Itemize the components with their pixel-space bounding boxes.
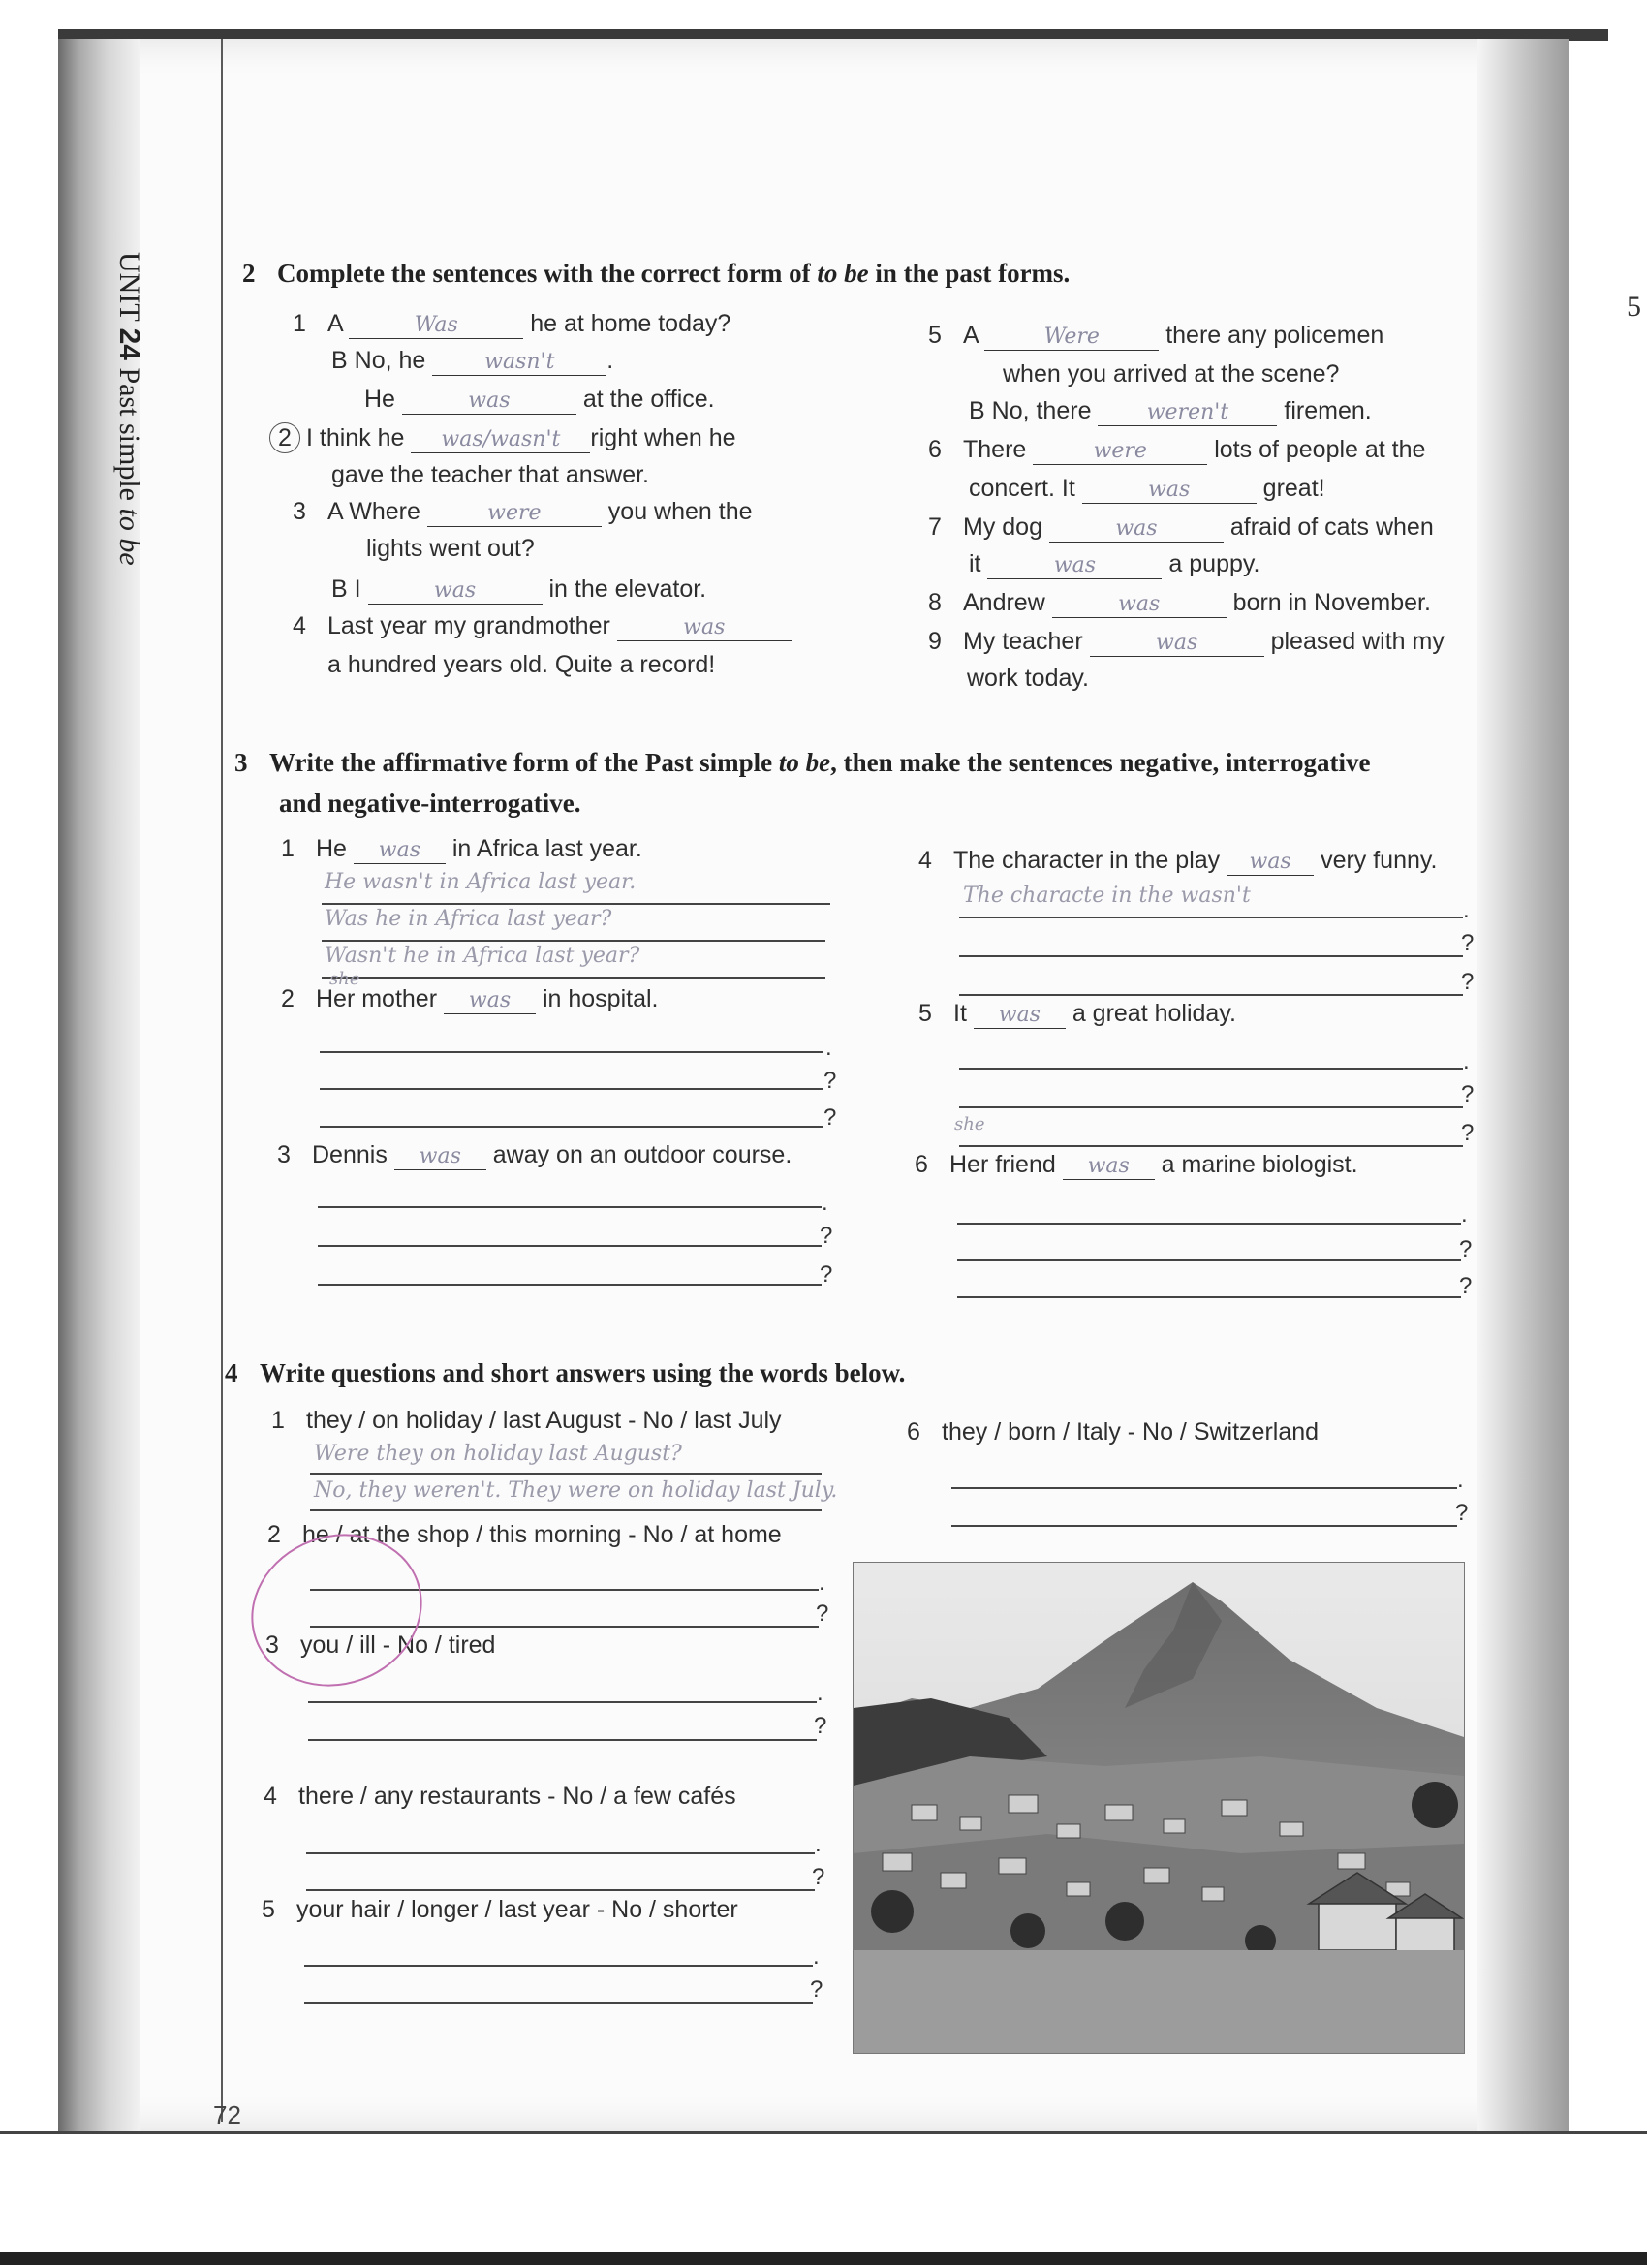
punct: . bbox=[1463, 897, 1470, 923]
answer-line[interactable] bbox=[304, 1965, 813, 1967]
exercise-3-title-end: , then make the sentences negative, interrogative bbox=[830, 748, 1371, 777]
ex2-item-1c bbox=[364, 384, 715, 415]
answer-line[interactable] bbox=[318, 1206, 822, 1208]
item-number: 6 bbox=[915, 1151, 928, 1178]
ex2-item-9-cont: work today. bbox=[967, 665, 1089, 692]
punct: . bbox=[825, 1035, 832, 1061]
prompt-text: he / at the shop / this morning - No / at home bbox=[302, 1521, 782, 1548]
sentence-text: The character in the play bbox=[953, 847, 1221, 874]
answer-blank[interactable]: was bbox=[617, 615, 792, 641]
answer-line[interactable] bbox=[959, 1068, 1463, 1070]
answer-blank[interactable]: was bbox=[1082, 478, 1257, 504]
punct: . bbox=[815, 1831, 822, 1857]
circled-item-number: 2 bbox=[269, 422, 300, 453]
ex2-item-2-cont: gave the teacher that answer. bbox=[331, 461, 649, 488]
prompt-text: they / on holiday / last August - No / last July bbox=[306, 1407, 782, 1434]
item-number: 4 bbox=[293, 612, 306, 639]
sentence-text: a great holiday. bbox=[1072, 1000, 1236, 1027]
item-number: 1 bbox=[281, 835, 295, 862]
punct: ? bbox=[816, 1600, 829, 1627]
item-number: 8 bbox=[928, 589, 942, 616]
ex2-item-1a bbox=[293, 308, 730, 339]
sentence-text: No, he bbox=[354, 347, 426, 374]
answer-line[interactable] bbox=[308, 1701, 817, 1703]
answer-line[interactable] bbox=[957, 1259, 1461, 1261]
prompt-text: there / any restaurants - No / a few cafés bbox=[298, 1783, 736, 1810]
ex3-answer-1-neg[interactable]: He wasn't in Africa last year. bbox=[325, 870, 637, 894]
speaker-label: A bbox=[327, 310, 343, 337]
ex4-item-6 bbox=[907, 1416, 1319, 1447]
item-number: 4 bbox=[264, 1783, 277, 1810]
punct: ? bbox=[814, 1713, 827, 1739]
speaker-label: A bbox=[327, 498, 343, 525]
ex2-item-7 bbox=[928, 512, 1434, 543]
ex3-answer-1-negint[interactable]: Wasn't he in Africa last year? bbox=[325, 944, 640, 968]
item-number: 6 bbox=[907, 1418, 920, 1445]
answer-blank[interactable]: was bbox=[1063, 1154, 1155, 1180]
answer-line[interactable] bbox=[306, 1889, 815, 1891]
answer-blank[interactable]: was/wasn't bbox=[411, 427, 590, 453]
answer-blank[interactable]: weren't bbox=[1098, 400, 1277, 426]
ex3-item-4 bbox=[918, 845, 1438, 876]
ex4-answer-1-short[interactable]: No, they weren't. They were on holiday last July. bbox=[314, 1478, 838, 1503]
sentence-text: Last year my grandmother bbox=[327, 612, 610, 639]
ex3-item-1 bbox=[281, 833, 642, 864]
punct: ? bbox=[1459, 1236, 1473, 1262]
punct: ? bbox=[820, 1261, 833, 1288]
item-number: 1 bbox=[293, 310, 306, 337]
punct: ? bbox=[810, 1976, 824, 2003]
item-number: 6 bbox=[928, 436, 942, 463]
ex2-item-2 bbox=[273, 422, 736, 453]
ex3-note-2: she bbox=[329, 969, 360, 989]
punct: ? bbox=[824, 1104, 837, 1131]
answer-blank[interactable]: was bbox=[368, 578, 543, 605]
exercise-2-heading bbox=[242, 257, 1070, 290]
sentence-text: I think he bbox=[306, 424, 405, 451]
sentence-text: right when he bbox=[590, 424, 736, 451]
ex3-item-2 bbox=[281, 983, 658, 1014]
sentence-text: in Africa last year. bbox=[451, 835, 642, 862]
answer-line[interactable] bbox=[959, 994, 1463, 996]
scan-edge-bottom bbox=[0, 2252, 1647, 2265]
answer-blank[interactable]: were bbox=[427, 501, 602, 527]
item-number: 3 bbox=[265, 1631, 279, 1659]
exercise-2-title-em: to be bbox=[817, 259, 869, 288]
sentence-text: in the elevator. bbox=[548, 575, 707, 603]
ex2-item-6-cont bbox=[969, 473, 1325, 504]
answer-line bbox=[310, 1509, 822, 1511]
sentence-text: at the office. bbox=[582, 386, 715, 413]
punct: . bbox=[813, 1943, 820, 1970]
answer-blank[interactable]: was bbox=[974, 1003, 1066, 1029]
punct: ? bbox=[1459, 1273, 1473, 1299]
answer-line[interactable] bbox=[306, 1852, 815, 1854]
ex2-item-3-cont: lights went out? bbox=[366, 535, 535, 562]
answer-blank[interactable]: was bbox=[394, 1144, 486, 1170]
item-number: 9 bbox=[928, 628, 942, 655]
prompt-text: you / ill - No / tired bbox=[300, 1631, 496, 1659]
item-number: 2 bbox=[281, 985, 295, 1012]
punct: ? bbox=[820, 1223, 833, 1249]
punct: . bbox=[819, 1569, 825, 1596]
ex2-item-4-cont: a hundred years old. Quite a record! bbox=[327, 651, 716, 678]
unit-topic: Past simple bbox=[113, 367, 145, 509]
punct: ? bbox=[1455, 1500, 1469, 1526]
ex3-item-5 bbox=[918, 998, 1236, 1029]
answer-blank[interactable]: was bbox=[444, 988, 536, 1014]
ex2-item-5a bbox=[928, 320, 1383, 351]
item-number: 7 bbox=[928, 513, 942, 541]
answer-blank[interactable]: was bbox=[1227, 850, 1314, 876]
punct: ? bbox=[1461, 1120, 1475, 1146]
exercise-4-title: Write questions and short answers using the words below. bbox=[260, 1358, 906, 1387]
prompt-text: your hair / longer / last year - No / shorter bbox=[296, 1896, 738, 1923]
exercise-2-title-end: in the past forms. bbox=[868, 259, 1071, 288]
ex4-item-4 bbox=[264, 1781, 736, 1812]
ex4-item-5 bbox=[262, 1894, 738, 1925]
answer-line[interactable] bbox=[304, 2002, 813, 2004]
answer-line[interactable] bbox=[959, 1145, 1463, 1147]
item-number: 3 bbox=[293, 498, 306, 525]
scan-margin-top bbox=[0, 0, 1647, 29]
answer-line[interactable] bbox=[318, 1284, 822, 1286]
answer-blank[interactable]: was bbox=[1052, 592, 1227, 618]
answer-line[interactable] bbox=[951, 1525, 1457, 1527]
answer-blank[interactable]: was bbox=[354, 838, 446, 864]
answer-line[interactable] bbox=[318, 1245, 822, 1247]
ex4-item-1 bbox=[271, 1405, 782, 1436]
sentence-text: pleased with my bbox=[1270, 628, 1445, 655]
speaker-label: B bbox=[331, 575, 348, 603]
answer-blank[interactable]: was bbox=[1090, 631, 1264, 657]
sentence-text: born in November. bbox=[1232, 589, 1431, 616]
sentence-text: very funny. bbox=[1321, 847, 1438, 874]
mountain-village-photo bbox=[853, 1562, 1465, 2054]
answer-line bbox=[322, 903, 830, 905]
punct: . bbox=[822, 1190, 828, 1216]
ex2-item-3b bbox=[331, 574, 706, 605]
item-number: 2 bbox=[267, 1521, 281, 1548]
sentence-text: firemen. bbox=[1284, 397, 1372, 424]
punct: . bbox=[817, 1680, 824, 1706]
sentence-text: It bbox=[953, 1000, 967, 1027]
ex3-answer-1-int[interactable]: Was he in Africa last year? bbox=[325, 907, 612, 931]
item-number: 1 bbox=[271, 1407, 285, 1434]
answer-line[interactable] bbox=[959, 955, 1463, 957]
exercise-3-heading-cont: and negative-interrogative. bbox=[279, 789, 581, 818]
ex2-item-8 bbox=[928, 587, 1431, 618]
sentence-text: There bbox=[963, 436, 1027, 463]
punct: ? bbox=[824, 1068, 837, 1094]
ex3-note-6: she bbox=[954, 1114, 985, 1134]
punct: ? bbox=[1461, 969, 1475, 995]
answer-blank[interactable]: were bbox=[1033, 439, 1207, 465]
sentence-text: afraid of cats when bbox=[1229, 513, 1434, 541]
exercise-3-heading bbox=[234, 746, 1370, 779]
answer-line[interactable] bbox=[957, 1223, 1461, 1225]
answer-blank[interactable]: was bbox=[987, 553, 1162, 579]
unit-label: UNIT bbox=[113, 252, 145, 322]
sentence-text: He bbox=[364, 386, 395, 413]
ex2-item-7-cont bbox=[969, 548, 1259, 579]
speaker-label: B bbox=[331, 347, 348, 374]
sentence-text: it bbox=[969, 550, 981, 577]
item-number: 5 bbox=[928, 322, 942, 349]
ex2-item-4 bbox=[293, 610, 792, 641]
item-number: 5 bbox=[262, 1896, 275, 1923]
answer-line bbox=[310, 1473, 822, 1475]
answer-line[interactable] bbox=[959, 1106, 1463, 1108]
sentence-text: . bbox=[606, 347, 614, 374]
punct: . bbox=[1463, 1048, 1470, 1074]
book-gutter bbox=[1477, 39, 1569, 2131]
ex4-answer-1-question[interactable]: Were they on holiday last August? bbox=[314, 1442, 682, 1466]
exercise-4-number: 4 bbox=[225, 1358, 238, 1387]
sentence-text: Her friend bbox=[949, 1151, 1056, 1178]
ex2-item-5b bbox=[969, 395, 1372, 426]
sentence-text: Her mother bbox=[316, 985, 438, 1012]
sentence-text: there any policemen bbox=[1165, 322, 1384, 349]
punct: . bbox=[1457, 1467, 1464, 1493]
ex3-item-6 bbox=[915, 1149, 1358, 1180]
exercise-3-title-em: to be bbox=[778, 748, 831, 777]
exercise-3-number: 3 bbox=[234, 748, 248, 777]
answer-blank[interactable]: wasn't bbox=[432, 350, 606, 376]
sentence-text: Where bbox=[349, 498, 420, 525]
answer-blank[interactable]: was bbox=[402, 388, 576, 415]
answer-line[interactable] bbox=[951, 1487, 1457, 1489]
exercise-3-title: Write the affirmative form of the Past simple bbox=[269, 748, 779, 777]
answer-blank[interactable]: was bbox=[1049, 516, 1224, 543]
unit-side-title bbox=[112, 252, 145, 566]
answer-line[interactable] bbox=[320, 1088, 824, 1090]
speaker-label: B bbox=[969, 397, 985, 424]
punct: ? bbox=[1461, 1081, 1475, 1107]
answer-line[interactable] bbox=[320, 1051, 824, 1053]
item-number: 3 bbox=[277, 1141, 291, 1168]
sentence-text: I bbox=[354, 575, 361, 603]
sentence-text: My dog bbox=[963, 513, 1042, 541]
next-page-edge-number: 5 bbox=[1627, 291, 1641, 323]
sentence-text: He bbox=[316, 835, 347, 862]
item-number: 4 bbox=[918, 847, 932, 874]
ex3-item-3 bbox=[277, 1139, 792, 1170]
unit-topic-em: to be bbox=[113, 508, 145, 566]
sentence-text: in hospital. bbox=[542, 985, 659, 1012]
page-number: 72 bbox=[213, 2100, 241, 2129]
punct: ? bbox=[1461, 930, 1475, 956]
ex2-item-6 bbox=[928, 434, 1425, 465]
sentence-text: you when the bbox=[607, 498, 753, 525]
sentence-text: great! bbox=[1262, 475, 1325, 502]
sentence-text: Dennis bbox=[312, 1141, 388, 1168]
exercise-2-number: 2 bbox=[242, 259, 256, 288]
item-number: 5 bbox=[918, 1000, 932, 1027]
answer-blank[interactable]: Was bbox=[349, 313, 523, 339]
exercise-4-heading bbox=[225, 1356, 905, 1389]
ex2-item-1b bbox=[331, 345, 613, 376]
answer-line[interactable] bbox=[957, 1296, 1461, 1298]
sentence-text: he at home today? bbox=[530, 310, 731, 337]
sentence-text: No, there bbox=[991, 397, 1092, 424]
sentence-text: away on an outdoor course. bbox=[492, 1141, 792, 1168]
ex2-item-9 bbox=[928, 626, 1445, 657]
answer-line[interactable] bbox=[308, 1739, 817, 1741]
margin-rule bbox=[221, 39, 223, 2122]
punct: . bbox=[1461, 1201, 1468, 1227]
landscape-illustration bbox=[854, 1563, 1464, 2053]
exercise-2-title: Complete the sentences with the correct form of bbox=[277, 259, 818, 288]
ex2-item-5-cont: when you arrived at the scene? bbox=[1003, 360, 1340, 388]
answer-blank[interactable]: Were bbox=[984, 325, 1159, 351]
sentence-text: a marine biologist. bbox=[1161, 1151, 1358, 1178]
sentence-text: Andrew bbox=[963, 589, 1045, 616]
answer-line[interactable] bbox=[320, 1126, 824, 1128]
punct: ? bbox=[812, 1864, 825, 1890]
sentence-text: lots of people at the bbox=[1214, 436, 1426, 463]
sentence-text: concert. It bbox=[969, 475, 1075, 502]
speaker-label: A bbox=[963, 322, 979, 349]
ex2-item-3a bbox=[293, 496, 753, 527]
scan-margin-bottom bbox=[0, 2131, 1647, 2268]
answer-line bbox=[322, 940, 825, 942]
answer-line bbox=[959, 917, 1463, 918]
ex3-answer-4-neg[interactable]: The characte in the wasn't bbox=[963, 884, 1251, 908]
unit-number: 24 bbox=[113, 327, 145, 360]
sentence-text: My teacher bbox=[963, 628, 1083, 655]
prompt-text: they / born / Italy - No / Switzerland bbox=[942, 1418, 1320, 1445]
answer-line bbox=[322, 977, 825, 979]
sentence-text: a puppy. bbox=[1168, 550, 1260, 577]
